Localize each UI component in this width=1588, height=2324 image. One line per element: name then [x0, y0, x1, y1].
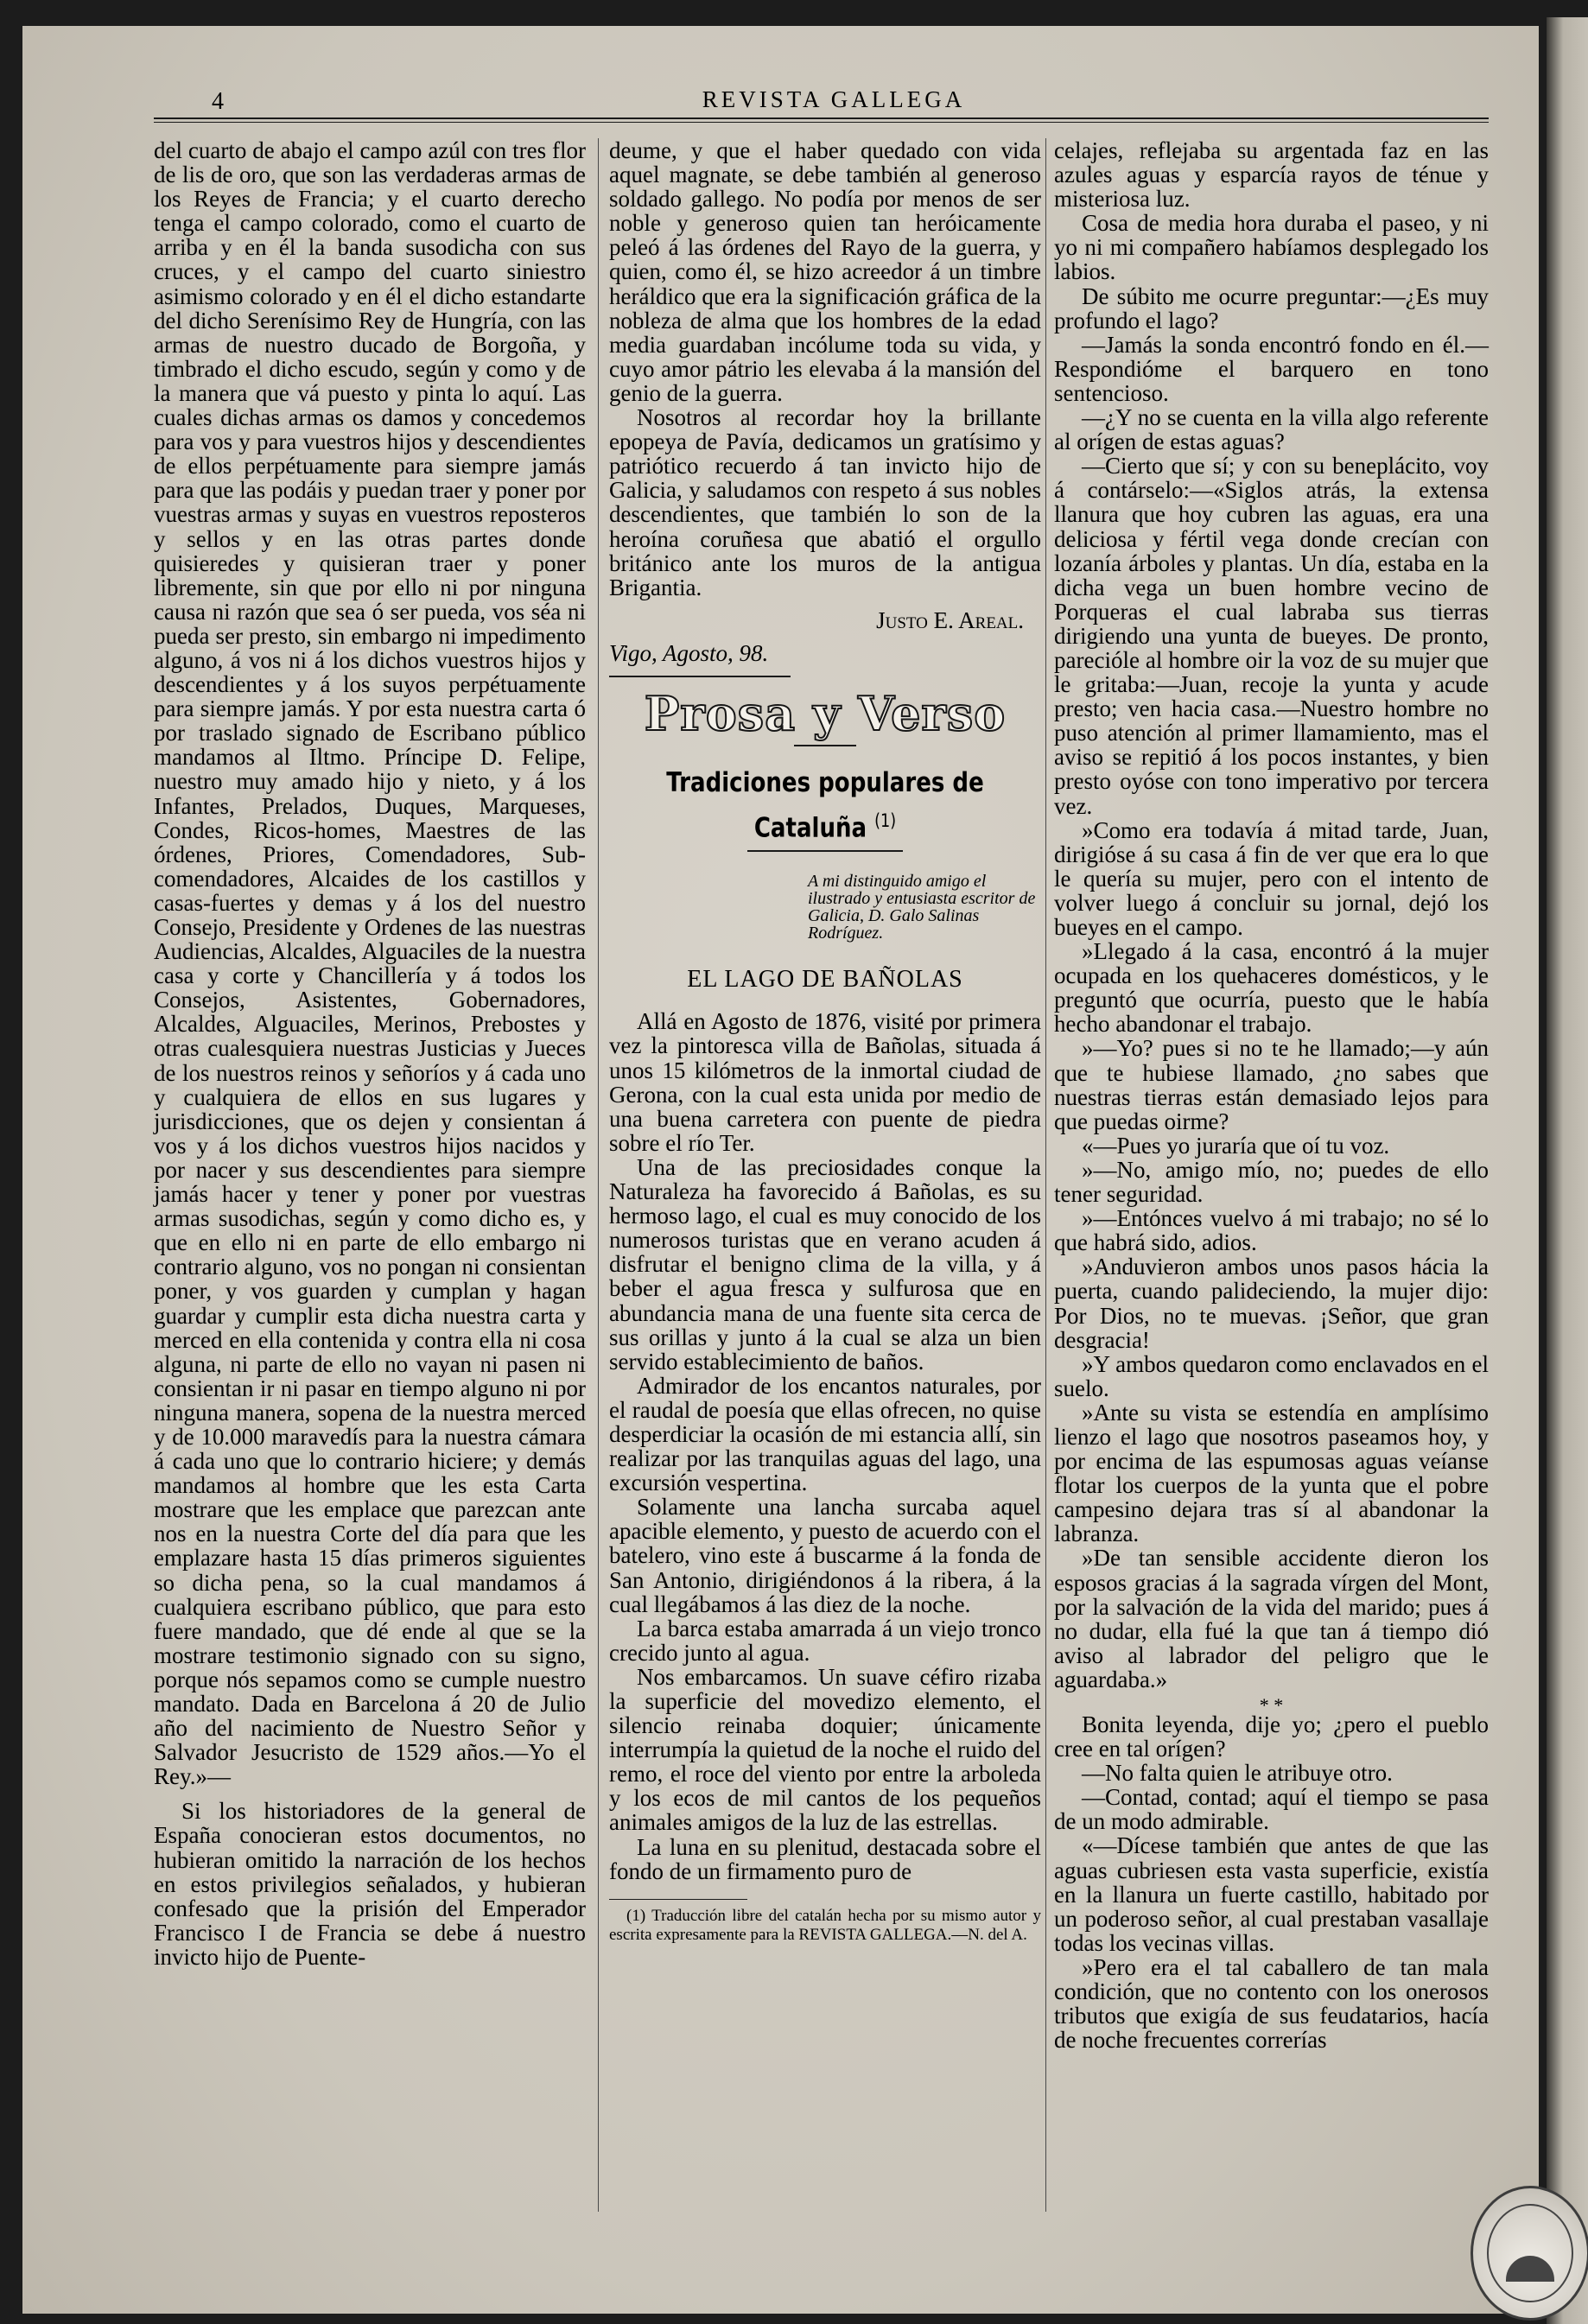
- paragraph: —Contad, contad; aquí el tiempo se pasa de un modo admirable.: [1054, 1784, 1489, 1835]
- paragraph: —¿Y no se cuenta en la villa algo referente al orígen de estas aguas?: [1054, 404, 1489, 455]
- column-right: [1054, 138, 1489, 2229]
- page-number: 4: [212, 88, 224, 115]
- paragraph: »Y ambos quedaron como enclavados en el suelo.: [1054, 1350, 1489, 1401]
- subtitle-text: Tradiciones populares de Cataluña: [666, 766, 984, 844]
- article-subtitle: [644, 764, 1007, 847]
- section-title: Prosa y Verso: [644, 685, 1007, 741]
- paragraph: Bonita leyenda, dije yo; ¿pero el pueblo cree en tal orígen?: [1054, 1711, 1489, 1762]
- paragraph: Solamente una lancha surcaba aquel apacible elemento, y puesto de acuerdo con el batelero, vino este á buscarme á la fonda de San Antonio, dirigiéndonos á la ribera, á la cual llegábamos á las diez de la noche.: [609, 1494, 1041, 1617]
- paragraph: celajes, reflejaba su argentada faz en las azules aguas y esparcía rayos de ténue y misteriosa luz.: [1054, 137, 1489, 213]
- paragraph: »Anduvieron ambos unos pasos hácia la puerta, cuando palideciendo, la mujer dijo: Por Dios, no te muevas. ¡Señor, que gran desgracia!: [1054, 1254, 1489, 1353]
- footnote-rule: [609, 1899, 747, 1900]
- next-page-edge: [1547, 17, 1588, 2324]
- dedication: A mi distinguido amigo el ilustrado y entusiasta escritor de Galicia, D. Galo Salinas Rodríguez.: [808, 872, 1036, 943]
- library-stamp: [1470, 2186, 1588, 2321]
- paragraph: «—Pues yo juraría que oí tu voz.: [1082, 1132, 1390, 1159]
- paragraph: De súbito me ocurre preguntar:—¿Es muy profundo el lago?: [1054, 283, 1489, 333]
- subtitle-rule: [747, 850, 903, 852]
- stamp-ring: [1487, 2204, 1573, 2302]
- paragraph: »Llegado á la casa, encontró á la mujer ocupada en los quehaceres domésticos, y le preguntó que ocurría, puesto que le había hecho abandonar el trabajo.: [1054, 938, 1489, 1038]
- paragraph: »De tan sensible accidente dieron los esposos gracias á la sagrada vírgen del Mont, por la salvación de la vida del marido; pues á no dudar, ella fué la que tan á tiempo dió aviso al labrador del peligro que le aguardaba.»: [1054, 1545, 1489, 1692]
- paragraph: del cuarto de abajo el campo azúl con tres flor de lis de oro, que son las verdaderas armas de los Reyes de Francia; y el cuarto derecho tenga el campo colorado, como el cuarto de arriba y en él la banda susodicha con sus cruces, y el campo del cuarto siniestro asimismo colorado y en él el dicho estandarte del dicho Serenísimo Rey de Hungría, con las armas de nuestro ducado de Borgoña, y timbrado el dicho escudo, según y como y de la manera que vá puesto y pinta lo aquí. Las cuales dichas armas os damos y concedemos para vos y para vuestros hijos y descendientes de ellos perpétuamente para siempre jamás para que las podáis y puedan traer y poner por vuestras armas y suyas en vuestros reposteros y sellos y en las otras partes donde quisieredes y quisieran traer y poner libremente, sin que por ello ni por ninguna causa ni razón que sea ó ser pueda, vos séa ni pueda ser presto, sin embargo ni impedimento alguno, á vos ni á los dichos vuestros hijos y descendientes y á los suyos perpétuamente para siempre jamás. Y por esta nuestra carta ó por traslado signado de Escribano público mandamos al Iltmo. Príncipe D. Felipe, nuestro muy amado hijo y nieto, y á los Infantes, Prelados, Duques, Marqueses, Condes, Ricos-homes, Maestres de las órdenes, Priores, Comendadores, Sub-comendadores, Alcaides de los castillos y casas-fuertes y demas y á los del nuestro Consejo, Presidente y Ordenes de las nuestras Audiencias, Alcaldes, Alguaciles de la nuestra casa y corte y Chancillería y á todos los Consejos, Asistentes, Gobernadores, Alcaldes, Alguaciles, Merinos, Prebostes y otras cualesquiera nuestras Justicias y Jueces de los nuestros reinos y señoríos y á cada uno y cualquiera de ellos en sus lugares y jurisdicciones, que os dejen y consientan á vos y á los dichos vuestros hijos nacidos y por nacer y sus descendientes para siempre jamás hacer y tener y poner por vuestras armas susodichas, según y como dicho es, y que en ello ni en parte de ello embargo ni contrario alguno, vos no pongan ni consientan poner, y vos guarden y cumplan y hagan guardar y cumplir esta dicha nuestra carta y merced en ella contenida y contra ella ni cosa alguna, ni parte de ello no vayan ni pasen ni consientan ir ni pasar en tiempo alguno ni por ninguna manera, sopena de la nuestra merced y de 10.000 maravedís para la nuestra cámara á cada uno que lo contrario hiciere; y demás mandamos al hombre que les esta Carta mostrare que les emplace que parezcan ante nos en la nuestra Corte del día para que les emplazare hasta 15 días primeros siguientes so dicha pena, so la cual mandamos á cualquiera escribano público, que para esto fuere mandado, que dé ende al que se la mostrare testimonio signado con su signo, porque nós sepamos como se cumple nuestro mandato. Dada en Barcelona á 20 de Julio año del nacimiento de Nuestro Señor y Salvador Jesucristo de 1529 años.—Yo el Rey.»—: [154, 137, 586, 1790]
- column-divider: [598, 138, 599, 2212]
- paragraph: Cosa de media hora duraba el paseo, y ni yo ni mi compañero habíamos desplegado los labios.: [1054, 210, 1489, 285]
- author-signature: Justo E. Areal.: [876, 606, 1024, 633]
- column-divider: [1045, 138, 1046, 2212]
- paragraph: Allá en Agosto de 1876, visité por primera vez la pintoresca villa de Bañolas, situada á unos 15 kilómetros de la inmortal ciudad de Gerona, con la cual esta unida por medio de una buena carretera con puente de piedra sobre el río Ter.: [609, 1008, 1041, 1156]
- title-rule: [794, 745, 856, 746]
- paragraph: La luna en su plenitud, destacada sobre el fondo de un firmamento puro de: [609, 1833, 1041, 1884]
- footnote-marker: (1): [874, 810, 897, 831]
- paragraph: La barca estaba amarrada á un viejo tronco crecido junto al agua.: [609, 1615, 1041, 1666]
- paragraph: »Ante su vista se estendía en amplísimo lienzo el lago que nosotros paseamos hoy, y por encima de las espumosas aguas veíanse flotar los cuerpos de la yunta que el pobre campesino dejara tras sí al abandonar la labranza.: [1054, 1399, 1489, 1547]
- paragraph: »—Yo? pues si no te he llamado;—y aún que te hubiese llamado, ¿no sabes que nuestras tierras están demasiado lejos para que puedas oirme?: [1054, 1035, 1489, 1134]
- running-title: REVISTA GALLEGA: [702, 86, 966, 112]
- paragraph: »—No, amigo mío, no; puedes de ello tener seguridad.: [1054, 1156, 1489, 1208]
- paragraph: deume, y que el haber quedado con vida aquel magnate, se debe también al generoso soldado gallego. No podía por menos de ser noble y generoso quien tan heróicamente peleó á las órdenes del Rayo de la guerra, y quien, como él, se hizo acreedor á un timbre heráldico que era la significación gráfica de la nobleza de alma que los hombres de la edad media guardaban incólume toda su vida, y cuyo amor pátrio les elevaba á la mansión del genio de la guerra.: [609, 137, 1041, 406]
- column-left: [154, 138, 586, 2229]
- footnote: (1) Traducción libre del catalán hecha por su mismo autor y escrita expresamente para la REVISTA GALLEGA.—N. del A.: [609, 1906, 1041, 1944]
- paragraph: —Cierto que sí; y con su beneplácito, voy á contárselo:—«Siglos atrás, la extensa llanura que hoy cubren las aguas, era una deliciosa y fértil vega donde crecían con lozanía árboles y plantas. Un día, estaba en la dicha vega un buen hombre vecino de Porqueras el cual labraba sus tierras dirigiendo una yunta de bueyes. De pronto, parecióle al hombre oir la voz de su mujer que le gritaba:—Juan, recoje la yunta y acude presto; ven hacia casa.—Nuestro hombre no puso atención al primer llamamiento, mas el aviso se repitió á los pocos instantes, y bien presto oyóse con tono imperativo por tercera vez.: [1054, 453, 1489, 819]
- paragraph: Una de las preciosidades conque la Naturaleza ha favorecido á Bañolas, es su hermoso lago, el cual es muy conocido de los numerosos turistas que en verano acuden á disfrutar el benigno clima de la villa, y á beber el agua fresca y sulfurosa que en abundancia mana de una fuente sita cerca de sus orillas y junto á la cual se alza un bien servido establecimiento de baños.: [609, 1153, 1041, 1375]
- paragraph: »Pero era el tal caballero de tan mala condición, que no contento con los onerosos tributos que exigía de sus feudatarios, hacía de noche frecuentes correrías: [1054, 1953, 1489, 2054]
- header-rule: [154, 117, 1489, 123]
- paragraph: —Jamás la sonda encontró fondo en él.—Respondióme el barquero en tono sentencioso.: [1054, 331, 1489, 406]
- column-middle: [609, 138, 1041, 2229]
- paragraph: Admirador de los encantos naturales, por el raudal de poesía que ellas ofrecen, no quise desperdiciar la ocasión de mi estancia allí, sin realizar por las tranquilas aguas del lago, una excursión vespertina.: [609, 1372, 1041, 1496]
- story-title: EL LAGO DE BAÑOLAS: [687, 966, 963, 994]
- paragraph: Nos embarcamos. Un suave céfiro rizaba la superficie del movedizo elemento, el silencio reinaba doquier; únicamente interrumpía la quietud de la noche el ruido del remo, el roce del viento por entre la arboleda y los ecos de mil cantos de los pequeños animales amigos de la luz de las estrellas.: [609, 1663, 1041, 1836]
- asterism: * *: [1259, 1694, 1284, 1716]
- paragraph: —No falta quien le atribuye otro.: [1082, 1760, 1393, 1787]
- paragraph: Si los historiadores de la general de España conocieran estos documentos, no hubieran omitido la narración de los hechos en estos privilegios señalados, y hubieran confesado que la prisión del Emperador Francisco I de Francia se debe á nuestro invicto hijo de Puente-: [154, 1798, 586, 1970]
- paragraph: »—Entónces vuelvo á mi trabajo; no sé lo que habrá sido, adios.: [1054, 1205, 1489, 1256]
- dateline: Vigo, Agosto, 98.: [609, 639, 769, 666]
- article-separator: [609, 676, 791, 677]
- paragraph: Nosotros al recordar hoy la brillante epopeya de Pavía, dedicamos un gratísimo y patriótico recuerdo á tan invicto hijo de Galicia, y saludamos con respeto á sus nobles descendientes, que también lo son de la heroína coruñesa que abatió el orgullo británico ante los muros de la antigua Brigantia.: [609, 404, 1041, 600]
- paragraph: »Como era todavía á mitad tarde, Juan, dirigióse á su casa á fin de ver que era lo que le quería su mujer, pero con el intento de volver luego á concluir su jornal, dejó los bueyes en el campo.: [1054, 816, 1489, 940]
- paragraph: «—Dícese también que antes de que las aguas cubriesen esta vasta superficie, existía en la llanura un fuerte castillo, habitado por un poderoso señor, al cual prestaban vasallaje todas los vecinas villas.: [1054, 1832, 1489, 1956]
